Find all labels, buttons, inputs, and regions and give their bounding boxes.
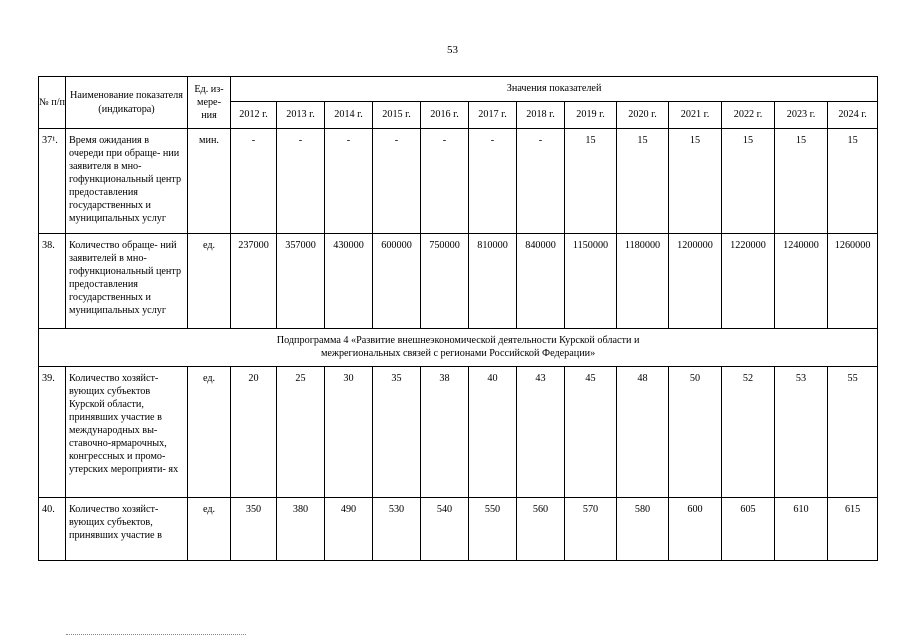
value-cell: 570	[565, 497, 617, 560]
row-number: 39.	[39, 366, 66, 497]
value-cell: -	[421, 129, 469, 234]
header-year: 2012 г.	[231, 102, 277, 129]
value-cell: 43	[517, 366, 565, 497]
value-cell: 53	[775, 366, 828, 497]
value-cell: 1240000	[775, 234, 828, 329]
value-cell: -	[469, 129, 517, 234]
value-cell: 605	[722, 497, 775, 560]
value-cell: 45	[565, 366, 617, 497]
unit-cell: ед.	[188, 366, 231, 497]
header-year: 2020 г.	[617, 102, 669, 129]
value-cell: 15	[565, 129, 617, 234]
unit-cell: ед.	[188, 497, 231, 560]
header-year: 2016 г.	[421, 102, 469, 129]
value-cell: 615	[828, 497, 878, 560]
value-cell: 15	[828, 129, 878, 234]
table-row	[39, 234, 878, 329]
value-cell: 530	[373, 497, 421, 560]
header-year: 2015 г.	[373, 102, 421, 129]
value-cell: 350	[231, 497, 277, 560]
value-cell: 35	[373, 366, 421, 497]
page-number: 53	[447, 44, 458, 56]
value-cell: 15	[722, 129, 775, 234]
row-number: 40.	[39, 497, 66, 560]
value-cell: 380	[277, 497, 325, 560]
value-cell: 52	[722, 366, 775, 497]
value-cell: 750000	[421, 234, 469, 329]
value-cell: 38	[421, 366, 469, 497]
value-cell: 15	[617, 129, 669, 234]
value-cell: 48	[617, 366, 669, 497]
value-cell: -	[517, 129, 565, 234]
value-cell: 600	[669, 497, 722, 560]
value-cell: 550	[469, 497, 517, 560]
header-year: 2017 г.	[469, 102, 517, 129]
value-cell: -	[325, 129, 373, 234]
subprogram-title	[39, 329, 878, 367]
table-header-row	[39, 77, 878, 102]
table-row	[39, 129, 878, 234]
header-number: № п/п	[39, 77, 66, 129]
table-row	[39, 366, 878, 497]
value-cell: -	[277, 129, 325, 234]
unit-cell: ед.	[188, 234, 231, 329]
subprogram-line2: межрегиональных связей с регионами Российской Федерации»	[320, 348, 596, 360]
value-cell: 1220000	[722, 234, 775, 329]
row-number: 38.	[39, 234, 66, 329]
value-cell: 40	[469, 366, 517, 497]
value-cell: 237000	[231, 234, 277, 329]
unit-cell: мин.	[188, 129, 231, 234]
header-year: 2021 г.	[669, 102, 722, 129]
header-year: 2014 г.	[325, 102, 373, 129]
indicator-name: Количество обраще- ний заявителей в мно- гофункциональный центр предоставления государственных и муниципальных услуг	[66, 234, 188, 329]
indicator-name: Количество хозяйст- вующих субъектов Курской области, принявших участие в международных вы- ставочно-ярмарочных, конгрессных и промо- утерских мероприяти- ях	[66, 366, 188, 497]
value-cell: 30	[325, 366, 373, 497]
header-year: 2022 г.	[722, 102, 775, 129]
header-year: 2023 г.	[775, 102, 828, 129]
value-cell: 1200000	[669, 234, 722, 329]
header-unit: Ед. из- мере- ния	[188, 77, 231, 129]
value-cell: 600000	[373, 234, 421, 329]
indicator-name: Время ожидания в очереди при обраще- нии заявителя в мно- гофункциональный центр предоставления государственных и муниципальных услуг	[66, 129, 188, 234]
row-number: 37¹.	[39, 129, 66, 234]
value-cell: -	[373, 129, 421, 234]
value-cell: 580	[617, 497, 669, 560]
value-cell: 15	[775, 129, 828, 234]
value-cell: 540	[421, 497, 469, 560]
value-cell: 610	[775, 497, 828, 560]
value-cell: 1260000	[828, 234, 878, 329]
table-row	[39, 497, 878, 560]
value-cell: 20	[231, 366, 277, 497]
value-cell: 55	[828, 366, 878, 497]
value-cell: 25	[277, 366, 325, 497]
subprogram-row	[39, 329, 878, 367]
value-cell: 560	[517, 497, 565, 560]
header-year: 2024 г.	[828, 102, 878, 129]
value-cell: -	[231, 129, 277, 234]
value-cell: 1180000	[617, 234, 669, 329]
value-cell: 1150000	[565, 234, 617, 329]
value-cell: 357000	[277, 234, 325, 329]
indicator-name: Количество хозяйст- вующих субъектов, принявших участие в	[66, 497, 188, 560]
header-year: 2013 г.	[277, 102, 325, 129]
value-cell: 430000	[325, 234, 373, 329]
header-year: 2018 г.	[517, 102, 565, 129]
value-cell: 840000	[517, 234, 565, 329]
footnote-separator	[66, 634, 246, 635]
value-cell: 50	[669, 366, 722, 497]
value-cell: 490	[325, 497, 373, 560]
value-cell: 810000	[469, 234, 517, 329]
header-indicator-name: Наименование показателя (индикатора)	[66, 77, 188, 129]
header-year: 2019 г.	[565, 102, 617, 129]
header-values: Значения показателей	[231, 77, 878, 102]
value-cell: 15	[669, 129, 722, 234]
subprogram-line1: Подпрограмма 4 «Развитие внешнеэкономической деятельности Курской области и	[276, 335, 640, 346]
indicators-table	[38, 76, 878, 561]
